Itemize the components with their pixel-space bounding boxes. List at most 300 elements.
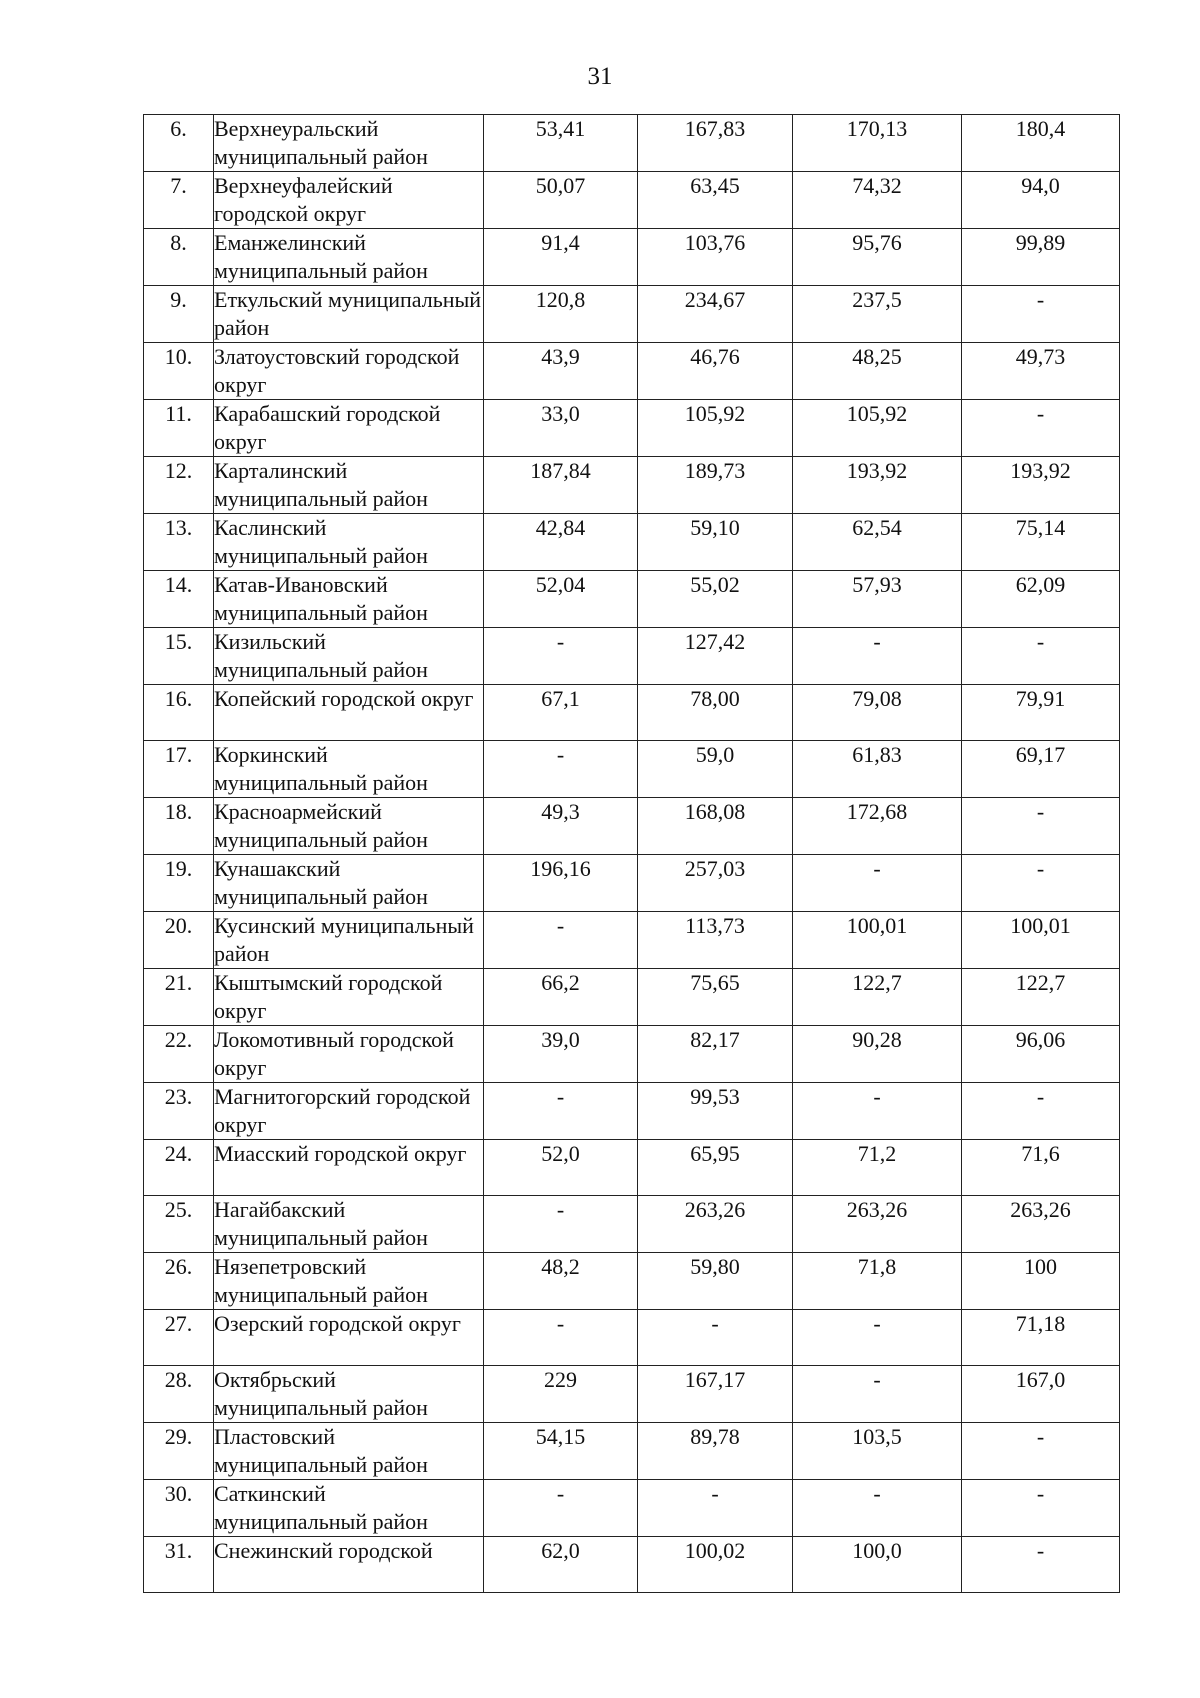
row-number-cell (144, 115, 214, 172)
value-cell-3 (793, 741, 962, 798)
table-row (144, 912, 1120, 969)
value-cell-2 (638, 855, 793, 912)
value-cell-3 (793, 969, 962, 1026)
row-number-cell-text: 23. (164, 1084, 193, 1109)
value-cell-4 (962, 1366, 1120, 1423)
value-cell-3-text: 100,01 (846, 913, 908, 938)
value-cell-2-text: 63,45 (690, 173, 740, 198)
table-row (144, 1423, 1120, 1480)
value-cell-4-text: - (1036, 856, 1045, 881)
value-cell-3 (793, 229, 962, 286)
row-number-cell-text: 16. (164, 686, 193, 711)
value-cell-4-text: 49,73 (1015, 344, 1066, 369)
table-row (144, 1537, 1120, 1593)
value-cell-3-text: 48,25 (852, 344, 902, 369)
row-number-cell (144, 1366, 214, 1423)
municipality-name-cell-text: Кизильский муниципальный район (214, 629, 428, 682)
value-cell-4 (962, 400, 1120, 457)
municipality-name-cell-text: Озерский городской округ (214, 1311, 461, 1336)
value-cell-4 (962, 628, 1120, 685)
value-cell-2-text: 65,95 (690, 1141, 740, 1166)
value-cell-1-text: - (556, 742, 565, 767)
table-row (144, 798, 1120, 855)
value-cell-2-text: 257,03 (684, 856, 746, 881)
value-cell-2 (638, 229, 793, 286)
value-cell-3-text: 237,5 (852, 287, 902, 312)
value-cell-2-text: 55,02 (690, 572, 740, 597)
value-cell-1-text: - (556, 913, 565, 938)
value-cell-1-text: 229 (544, 1367, 577, 1392)
value-cell-4-text: 193,92 (1010, 458, 1071, 483)
row-number-cell-text: 27. (164, 1311, 193, 1336)
value-cell-4 (962, 343, 1120, 400)
row-number-cell (144, 1140, 214, 1196)
table-row (144, 741, 1120, 798)
table-row (144, 457, 1120, 514)
value-cell-4 (962, 1083, 1120, 1140)
municipality-name-cell-text: Кыштымский городской округ (214, 970, 443, 1023)
value-cell-2-text: 78,00 (690, 686, 740, 711)
value-cell-1 (484, 1140, 638, 1196)
municipality-name-cell-text: Октябрьский муниципальный район (214, 1367, 428, 1420)
row-number-cell-text: 11. (165, 401, 192, 426)
value-cell-1 (484, 1537, 638, 1593)
table-row (144, 343, 1120, 400)
value-cell-1 (484, 1026, 638, 1083)
municipality-name-cell (214, 286, 484, 343)
municipality-name-cell-text: Катав-Ивановский муниципальный район (214, 572, 428, 625)
row-number-cell-text: 19. (164, 856, 193, 881)
row-number-cell-text: 30. (164, 1481, 193, 1506)
value-cell-1-text: 42,84 (535, 515, 586, 540)
value-cell-3 (793, 1366, 962, 1423)
value-cell-3-text: 79,08 (852, 686, 902, 711)
value-cell-4 (962, 1537, 1120, 1593)
value-cell-3 (793, 855, 962, 912)
value-cell-4-text: - (1036, 1424, 1045, 1449)
value-cell-1 (484, 1480, 638, 1537)
municipality-name-cell (214, 798, 484, 855)
row-number-cell-text: 24. (164, 1141, 193, 1166)
municipality-name-cell (214, 1140, 484, 1196)
value-cell-4 (962, 1310, 1120, 1366)
table-row (144, 969, 1120, 1026)
value-cell-3-text: 105,92 (846, 401, 908, 426)
value-cell-1-text: 50,07 (535, 173, 586, 198)
value-cell-3 (793, 343, 962, 400)
value-cell-4 (962, 229, 1120, 286)
value-cell-4 (962, 912, 1120, 969)
value-cell-3-text: 90,28 (852, 1027, 902, 1052)
value-cell-3 (793, 514, 962, 571)
table-row (144, 685, 1120, 741)
municipality-name-cell (214, 571, 484, 628)
value-cell-2-text: - (711, 1311, 719, 1336)
table-row (144, 855, 1120, 912)
value-cell-3-text: 263,26 (846, 1197, 908, 1222)
value-cell-4 (962, 457, 1120, 514)
value-cell-1 (484, 1310, 638, 1366)
value-cell-2 (638, 1026, 793, 1083)
page-number: 31 (587, 63, 613, 90)
value-cell-1 (484, 685, 638, 741)
value-cell-1-text: - (556, 1311, 565, 1336)
row-number-cell (144, 685, 214, 741)
value-cell-3-text: 193,92 (846, 458, 908, 483)
value-cell-4-text: - (1036, 1481, 1045, 1506)
value-cell-3 (793, 1253, 962, 1310)
value-cell-1 (484, 855, 638, 912)
row-number-cell (144, 229, 214, 286)
municipality-name-cell-text: Еткульский муниципальный район (214, 287, 482, 340)
table-row (144, 1083, 1120, 1140)
value-cell-3 (793, 628, 962, 685)
table-row (144, 1480, 1120, 1537)
value-cell-3 (793, 400, 962, 457)
municipality-name-cell (214, 514, 484, 571)
value-cell-1-text: - (556, 629, 565, 654)
value-cell-1 (484, 1253, 638, 1310)
value-cell-3-text: - (873, 1084, 881, 1109)
municipality-name-cell-text: Карабашский городской округ (214, 401, 441, 454)
value-cell-3-text: 61,83 (852, 742, 902, 767)
value-cell-1 (484, 400, 638, 457)
municipality-name-cell-text: Копейский городской округ (214, 686, 474, 711)
row-number-cell (144, 1480, 214, 1537)
value-cell-4-text: 100,01 (1010, 913, 1071, 938)
value-cell-1-text: 52,0 (541, 1141, 580, 1166)
municipality-name-cell-text: Верхнеуфалейский городской округ (214, 173, 393, 226)
value-cell-2 (638, 969, 793, 1026)
value-cell-2-text: 127,42 (684, 629, 746, 654)
row-number-cell (144, 343, 214, 400)
value-cell-2-text: 75,65 (690, 970, 740, 995)
row-number-cell (144, 1196, 214, 1253)
value-cell-4 (962, 741, 1120, 798)
value-cell-3 (793, 457, 962, 514)
value-cell-1 (484, 628, 638, 685)
value-cell-2 (638, 798, 793, 855)
value-cell-2 (638, 1310, 793, 1366)
row-number-cell-text: 14. (164, 572, 193, 597)
municipality-name-cell-text: Нагайбакский муниципальный район (214, 1197, 428, 1250)
value-cell-4-text: 62,09 (1015, 572, 1066, 597)
value-cell-1 (484, 1423, 638, 1480)
municipality-name-cell (214, 1310, 484, 1366)
value-cell-3 (793, 1423, 962, 1480)
value-cell-4-text: 71,6 (1021, 1141, 1060, 1166)
municipality-name-cell (214, 685, 484, 741)
municipality-name-cell (214, 1196, 484, 1253)
table-row (144, 229, 1120, 286)
row-number-cell-text: 18. (164, 799, 193, 824)
municipality-name-cell (214, 1253, 484, 1310)
value-cell-3 (793, 798, 962, 855)
value-cell-2 (638, 1253, 793, 1310)
value-cell-1 (484, 115, 638, 172)
value-cell-3-text: - (873, 629, 881, 654)
value-cell-3 (793, 115, 962, 172)
value-cell-3-text: - (873, 856, 881, 881)
value-cell-2-text: 263,26 (684, 1197, 746, 1222)
row-number-cell (144, 741, 214, 798)
value-cell-3 (793, 1026, 962, 1083)
table-row (144, 628, 1120, 685)
value-cell-1 (484, 343, 638, 400)
value-cell-1-text: 49,3 (541, 799, 580, 824)
value-cell-1 (484, 286, 638, 343)
value-cell-3-text: 71,2 (857, 1141, 897, 1166)
row-number-cell-text: 28. (164, 1367, 193, 1392)
municipality-data-table (143, 114, 1120, 1593)
row-number-cell-text: 10. (164, 344, 193, 369)
value-cell-2 (638, 1140, 793, 1196)
municipality-name-cell-text: Локомотивный городской округ (214, 1027, 454, 1080)
row-number-cell-text: 25. (164, 1197, 193, 1222)
row-number-cell (144, 1310, 214, 1366)
row-number-cell (144, 1253, 214, 1310)
table-row (144, 514, 1120, 571)
value-cell-4-text: - (1036, 401, 1045, 426)
row-number-cell (144, 1026, 214, 1083)
value-cell-2 (638, 1083, 793, 1140)
row-number-cell-text: 26. (164, 1254, 193, 1279)
value-cell-1-text: 43,9 (541, 344, 580, 369)
value-cell-4-text: - (1036, 799, 1045, 824)
municipality-name-cell (214, 457, 484, 514)
value-cell-4 (962, 1423, 1120, 1480)
row-number-cell-text: 20. (164, 913, 193, 938)
municipality-name-cell (214, 229, 484, 286)
value-cell-3-text: 74,32 (852, 173, 902, 198)
value-cell-4 (962, 1196, 1120, 1253)
value-cell-1 (484, 1366, 638, 1423)
value-cell-4-text: - (1036, 1084, 1045, 1109)
value-cell-3-text: - (873, 1367, 881, 1392)
value-cell-2-text: 59,80 (690, 1254, 740, 1279)
row-number-cell-text: 7. (170, 173, 187, 198)
municipality-name-cell-text: Кусинский муниципальный район (214, 913, 474, 966)
value-cell-2 (638, 912, 793, 969)
value-cell-1 (484, 798, 638, 855)
municipality-name-cell (214, 855, 484, 912)
row-number-cell (144, 1083, 214, 1140)
row-number-cell (144, 855, 214, 912)
value-cell-1 (484, 969, 638, 1026)
value-cell-3-text: - (873, 1481, 881, 1506)
table-row (144, 1310, 1120, 1366)
row-number-cell-text: 15. (164, 629, 193, 654)
value-cell-3 (793, 1537, 962, 1593)
value-cell-2-text: 99,53 (690, 1084, 740, 1109)
value-cell-3-text: 62,54 (852, 515, 902, 540)
row-number-cell (144, 514, 214, 571)
value-cell-1 (484, 571, 638, 628)
row-number-cell (144, 457, 214, 514)
municipality-name-cell-text: Пластовский муниципальный район (214, 1424, 428, 1477)
value-cell-2 (638, 457, 793, 514)
value-cell-3 (793, 1083, 962, 1140)
municipality-name-cell-text: Саткинский муниципальный район (214, 1481, 428, 1534)
row-number-cell (144, 969, 214, 1026)
municipality-name-cell (214, 969, 484, 1026)
row-number-cell (144, 798, 214, 855)
value-cell-2 (638, 286, 793, 343)
value-cell-4 (962, 514, 1120, 571)
value-cell-4-text: 69,17 (1015, 742, 1066, 767)
value-cell-1-text: 196,16 (530, 856, 591, 881)
value-cell-1 (484, 912, 638, 969)
value-cell-3 (793, 1196, 962, 1253)
value-cell-1-text: 39,0 (541, 1027, 580, 1052)
table-row (144, 115, 1120, 172)
value-cell-2 (638, 685, 793, 741)
value-cell-3-text: 100,0 (852, 1538, 902, 1563)
value-cell-4-text: 263,26 (1010, 1197, 1071, 1222)
value-cell-3 (793, 286, 962, 343)
value-cell-2-text: 59,0 (695, 742, 735, 767)
municipality-name-cell (214, 1366, 484, 1423)
value-cell-1 (484, 1196, 638, 1253)
value-cell-2 (638, 1537, 793, 1593)
value-cell-1-text: 62,0 (541, 1538, 580, 1563)
value-cell-1-text: - (556, 1481, 565, 1506)
value-cell-1-text: 33,0 (541, 401, 580, 426)
table-row (144, 1140, 1120, 1196)
value-cell-1-text: 91,4 (541, 230, 580, 255)
table-row (144, 286, 1120, 343)
table-row (144, 1196, 1120, 1253)
value-cell-4 (962, 1026, 1120, 1083)
value-cell-4-text: 96,06 (1015, 1027, 1066, 1052)
value-cell-2-text: 100,02 (684, 1538, 746, 1563)
row-number-cell-text: 17. (164, 742, 193, 767)
value-cell-2-text: 82,17 (690, 1027, 740, 1052)
table-row (144, 1026, 1120, 1083)
value-cell-1 (484, 514, 638, 571)
value-cell-1 (484, 457, 638, 514)
municipality-name-cell-text: Миасский городской округ (214, 1141, 467, 1166)
municipality-name-cell-text: Снежинский городской (214, 1538, 433, 1563)
row-number-cell-text: 22. (164, 1027, 193, 1052)
municipality-name-cell-text: Коркинский муниципальный район (214, 742, 428, 795)
value-cell-4 (962, 1140, 1120, 1196)
value-cell-2 (638, 628, 793, 685)
municipality-name-cell (214, 1423, 484, 1480)
value-cell-2 (638, 1196, 793, 1253)
value-cell-4-text: - (1036, 1538, 1045, 1563)
table-row (144, 1366, 1120, 1423)
value-cell-4-text: 94,0 (1021, 173, 1060, 198)
value-cell-3-text: 172,68 (846, 799, 908, 824)
row-number-cell-text: 9. (170, 287, 187, 312)
row-number-cell-text: 8. (170, 230, 187, 255)
value-cell-4 (962, 115, 1120, 172)
row-number-cell-text: 29. (164, 1424, 193, 1449)
value-cell-4-text: 180,4 (1015, 116, 1066, 141)
row-number-cell-text: 21. (164, 970, 193, 995)
value-cell-2 (638, 571, 793, 628)
value-cell-4 (962, 571, 1120, 628)
municipality-name-cell (214, 628, 484, 685)
table-row (144, 1253, 1120, 1310)
value-cell-3 (793, 912, 962, 969)
value-cell-4-text: - (1036, 629, 1045, 654)
value-cell-1-text: - (556, 1084, 565, 1109)
table-body (144, 115, 1120, 1593)
row-number-cell (144, 286, 214, 343)
value-cell-1 (484, 1083, 638, 1140)
value-cell-1-text: 52,04 (535, 572, 586, 597)
row-number-cell (144, 571, 214, 628)
value-cell-2 (638, 400, 793, 457)
value-cell-4 (962, 1480, 1120, 1537)
municipality-name-cell (214, 400, 484, 457)
value-cell-4-text: 100 (1024, 1254, 1057, 1279)
municipality-name-cell-text: Верхнеуральский муниципальный район (214, 116, 428, 169)
value-cell-2-text: 113,73 (685, 913, 745, 938)
value-cell-1-text: 48,2 (541, 1254, 580, 1279)
value-cell-3 (793, 1480, 962, 1537)
municipality-name-cell-text: Красноармейский муниципальный район (214, 799, 428, 852)
municipality-name-cell-text: Еманжелинский муниципальный район (214, 230, 428, 283)
value-cell-3 (793, 172, 962, 229)
value-cell-2-text: 103,76 (684, 230, 746, 255)
value-cell-2-text: 168,08 (684, 799, 746, 824)
value-cell-2 (638, 115, 793, 172)
row-number-cell (144, 1537, 214, 1593)
value-cell-1-text: 66,2 (541, 970, 580, 995)
table-row (144, 571, 1120, 628)
value-cell-4-text: 122,7 (1015, 970, 1066, 995)
municipality-name-cell-text: Карталинский муниципальный район (214, 458, 428, 511)
value-cell-2 (638, 1366, 793, 1423)
value-cell-3-text: 95,76 (852, 230, 902, 255)
value-cell-4-text: 99,89 (1015, 230, 1066, 255)
municipality-name-cell (214, 1537, 484, 1593)
value-cell-3-text: - (873, 1311, 881, 1336)
value-cell-4 (962, 798, 1120, 855)
row-number-cell (144, 400, 214, 457)
row-number-cell (144, 1423, 214, 1480)
value-cell-2-text: 59,10 (690, 515, 740, 540)
row-number-cell-text: 6. (170, 116, 187, 141)
value-cell-2-text: 189,73 (684, 458, 746, 483)
value-cell-2-text: 89,78 (690, 1424, 740, 1449)
value-cell-2 (638, 741, 793, 798)
value-cell-3-text: 170,13 (846, 116, 908, 141)
value-cell-2-text: 46,76 (690, 344, 740, 369)
value-cell-4-text: - (1036, 287, 1045, 312)
value-cell-2 (638, 1480, 793, 1537)
value-cell-3 (793, 685, 962, 741)
row-number-cell-text: 13. (164, 515, 193, 540)
value-cell-2-text: - (711, 1481, 719, 1506)
row-number-cell (144, 628, 214, 685)
value-cell-2 (638, 1423, 793, 1480)
value-cell-1-text: 54,15 (535, 1424, 586, 1449)
value-cell-1 (484, 741, 638, 798)
value-cell-3 (793, 571, 962, 628)
value-cell-4-text: 71,18 (1015, 1311, 1066, 1336)
municipality-name-cell (214, 741, 484, 798)
value-cell-4-text: 79,91 (1015, 686, 1066, 711)
row-number-cell-text: 31. (164, 1538, 193, 1563)
value-cell-3-text: 71,8 (857, 1254, 897, 1279)
value-cell-2 (638, 343, 793, 400)
value-cell-2 (638, 514, 793, 571)
municipality-name-cell (214, 115, 484, 172)
